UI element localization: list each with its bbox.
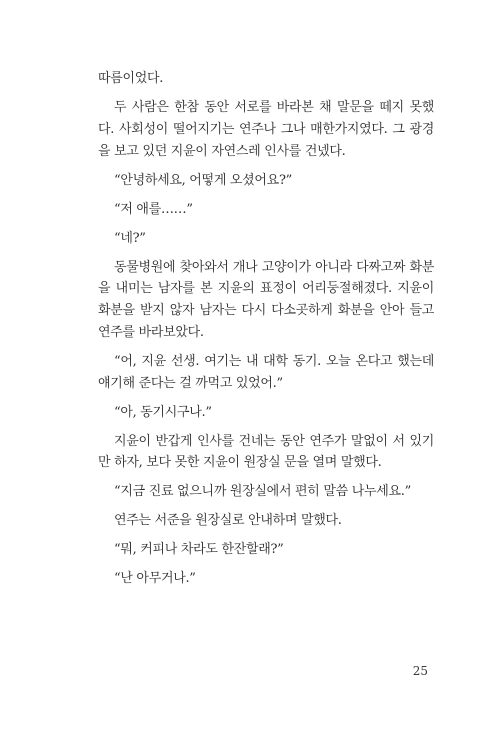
body-text [98,68,434,597]
paragraph-8: “아, 동기시구나.” [114,404,212,420]
paragraph-6: 동물병원에 찾아와서 개나 고양이가 아니라 다짜고짜 화분을 내미는 남자를 본 지윤의 표정이 어리둥절해졌다. 지윤이 화분을 받지 않자 남자는 다시 다소곳하게 화분을 안아 들고 연주를 바라보았다. [98,259,434,340]
paragraph-4: “저 애를……” [114,201,193,217]
paragraph-2: 두 사람은 한참 동안 서로를 바라본 채 말문을 떼지 못했다. 사회성이 떨어지기는 연주나 그나 매한가지였다. 그 광경을 보고 있던 지윤이 자연스레 인사를 건넸다. [98,99,434,159]
paragraph-3: “안녕하세요, 어떻게 오셨어요?” [114,172,292,188]
paragraph-7: “어, 지윤 선생. 여기는 내 대학 동기. 오늘 온다고 했는데 얘기해 준다는 걸 까먹고 있었어.” [98,353,434,391]
paragraph-10: “지금 진료 없으니까 원장실에서 편히 말씀 나누세요.” [114,484,411,500]
paragraph-1: 따름이었다. [98,71,164,86]
page-number: 25 [412,664,428,678]
paragraph-11: 연주는 서준을 원장실로 안내하며 말했다. [114,513,342,529]
paragraph-9: 지윤이 반갑게 인사를 건네는 동안 연주가 말없이 서 있기만 하자, 보다 못한 지윤이 원장실 문을 열며 말했다. [98,433,434,471]
paragraph-13: “난 아무거나.” [114,571,196,587]
paragraph-5: “네?” [114,230,146,246]
paragraph-12: “뭐, 커피나 차라도 한잔할래?” [114,542,284,558]
